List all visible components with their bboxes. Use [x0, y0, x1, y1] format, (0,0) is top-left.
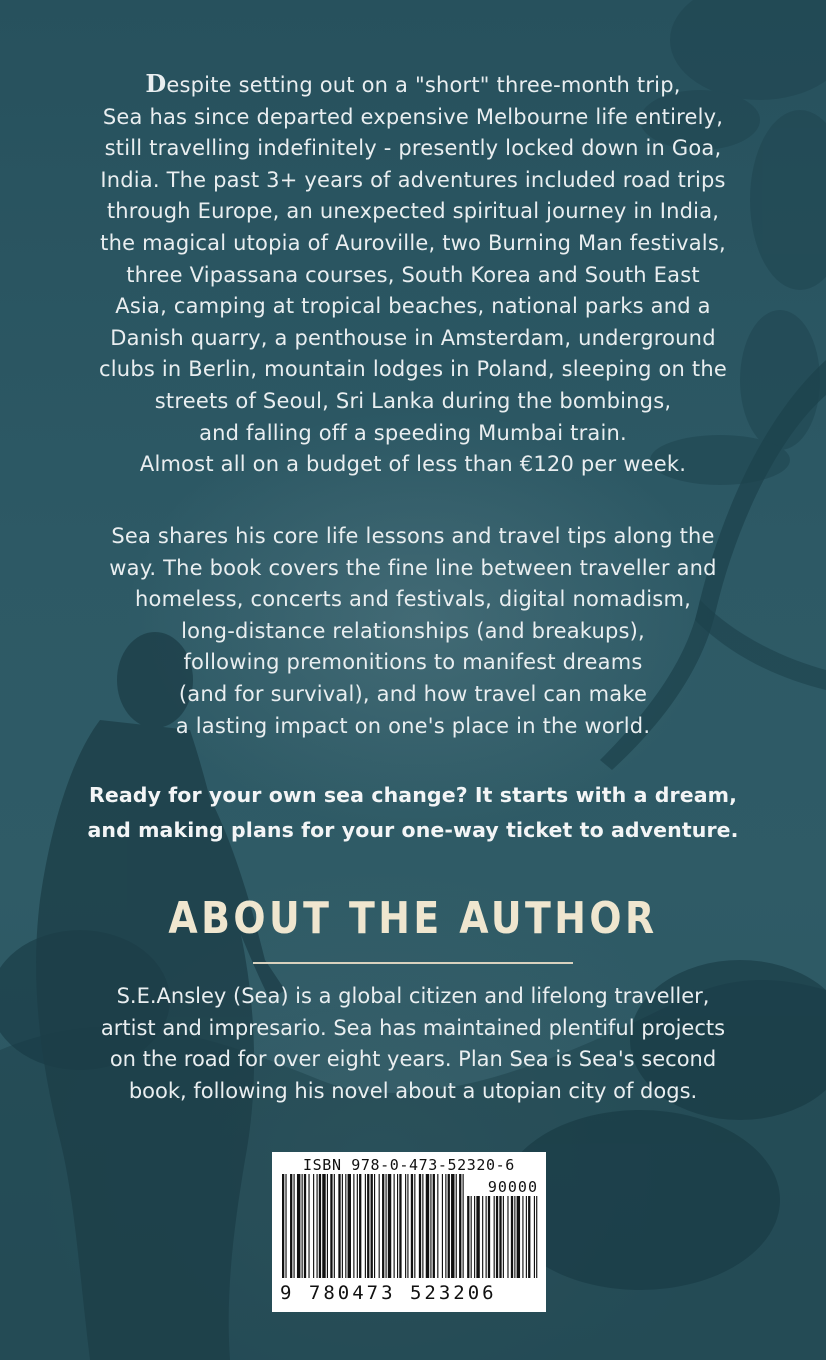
- tagline-line: Ready for your own sea change? It starts with a dream,: [88, 783, 738, 807]
- isbn-barcode: [272, 1152, 546, 1312]
- tagline-line: and making plans for your one-way ticket to adventure.: [87, 818, 739, 842]
- bio-line: book, following his novel about a utopian city of dogs.: [128, 1078, 698, 1103]
- blurb-line: Sea has since departed expensive Melbourne life entirely,: [102, 104, 724, 129]
- blurb-line: and falling off a speeding Mumbai train.: [199, 420, 627, 445]
- tagline: [30, 778, 796, 848]
- dropcap-letter: D: [145, 69, 167, 98]
- author-bio: [30, 981, 796, 1107]
- blurb-line: through Europe, an unexpected spiritual journey in India,: [106, 199, 720, 224]
- blurb-line: way. The book covers the fine line between traveller and: [109, 555, 717, 580]
- blurb-line: India. The past 3+ years of adventures included road trips: [100, 167, 726, 192]
- isbn-label: ISBN 978-0-473-52320-6: [303, 1156, 515, 1174]
- blurb-line: following premonitions to manifest dreams: [183, 650, 643, 675]
- blurb-line: clubs in Berlin, mountain lodges in Poland, sleeping on the: [99, 357, 727, 382]
- bio-line: artist and impresario. Sea has maintained plentiful projects: [100, 1015, 726, 1040]
- blurb-paragraph-1: [30, 68, 796, 481]
- blurb-paragraph-2: [30, 521, 796, 742]
- blurb-line: (and for survival), and how travel can make: [178, 681, 648, 706]
- about-the-author-heading: ABOUT THE AUTHOR: [168, 893, 658, 944]
- blurb-line: three Vipassana courses, South Korea and South East: [126, 262, 700, 287]
- blurb-line: homeless, concerts and festivals, digital nomadism,: [135, 587, 691, 612]
- heading-divider: [253, 962, 573, 964]
- blurb-line: a lasting impact on one's place in the world.: [175, 713, 651, 738]
- blurb-line: [30, 68, 796, 102]
- blurb-line: Asia, camping at tropical beaches, national parks and a: [115, 294, 711, 319]
- ean-digits: 9 780473 523206: [280, 1282, 497, 1304]
- bio-line: on the road for over eight years. Plan Sea is Sea's second: [109, 1047, 717, 1072]
- blurb-line: Danish quarry, a penthouse in Amsterdam, underground: [110, 325, 716, 350]
- blurb-line: the magical utopia of Auroville, two Burning Man festivals,: [100, 230, 726, 255]
- bio-line: S.E.Ansley (Sea) is a global citizen and lifelong traveller,: [116, 984, 710, 1008]
- blurb-line: Almost all on a budget of less than €120 per week.: [139, 452, 687, 477]
- price-code: 90000: [487, 1178, 538, 1196]
- blurb-line: streets of Seoul, Sri Lanka during the bombings,: [154, 388, 672, 413]
- blurb-line: Sea shares his core life lessons and travel tips along the: [111, 524, 715, 548]
- blurb-line: still travelling indefinitely - presently locked down in Goa,: [104, 136, 722, 161]
- blurb-line: long-distance relationships (and breakups),: [181, 618, 645, 643]
- blurb-line-text: espite setting out on a "short" three-month trip,: [166, 73, 681, 97]
